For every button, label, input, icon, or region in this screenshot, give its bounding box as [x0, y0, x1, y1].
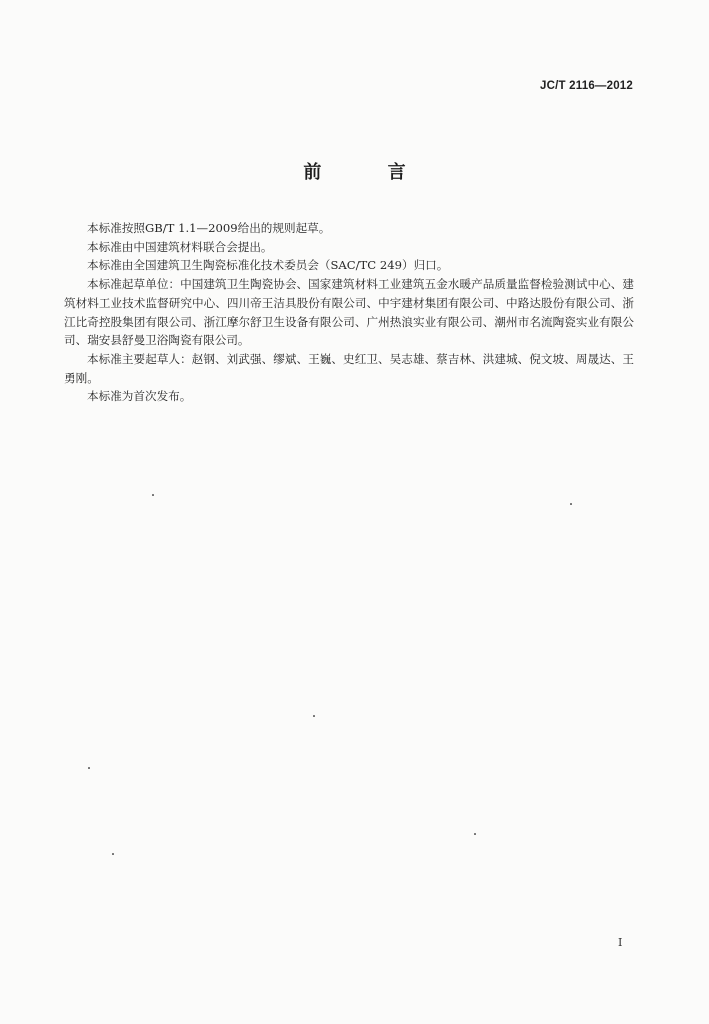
scan-speck: [313, 715, 315, 717]
foreword-body: [64, 219, 634, 406]
scan-speck: [152, 494, 154, 496]
paragraph-drafting-rules: 本标准按照GB/T 1.1—2009给出的规则起草。: [87, 221, 331, 235]
paragraph-first-release: 本标准为首次发布。: [87, 389, 192, 404]
paragraph-proposer: 本标准由中国建筑材料联合会提出。: [87, 239, 273, 254]
paragraph-drafting-units: 本标准起草单位：中国建筑卫生陶瓷协会、国家建筑材料工业建筑五金水暖产品质量监督检验测试中心、建筑材料工业技术监督研究中心、四川帝王洁具股份有限公司、中宇建材集团有限公司、中路达股份有限公司、浙江比奇控股集团有限公司、浙江摩尔舒卫生设备有限公司、广州热浪实业有限公司、潮州市名流陶瓷实业有限公司、瑞安县舒曼卫浴陶瓷有限公司。: [64, 277, 634, 348]
paragraph-committee: 本标准由全国建筑卫生陶瓷标准化技术委员会（SAC/TC 249）归口。: [87, 258, 449, 273]
scan-speck: [88, 767, 90, 769]
paragraph-drafters: 本标准主要起草人：赵钢、刘武强、缪斌、王巍、史红卫、吴志雄、蔡吉林、洪建城、倪文坡、周晟达、王勇刚。: [64, 351, 634, 385]
page-number: I: [618, 936, 623, 949]
standard-code: JC/T 2116—2012: [540, 80, 633, 92]
scan-speck: [570, 503, 572, 505]
scan-speck: [112, 853, 114, 855]
scan-speck: [474, 833, 476, 835]
page-title: 前 言: [303, 162, 436, 183]
